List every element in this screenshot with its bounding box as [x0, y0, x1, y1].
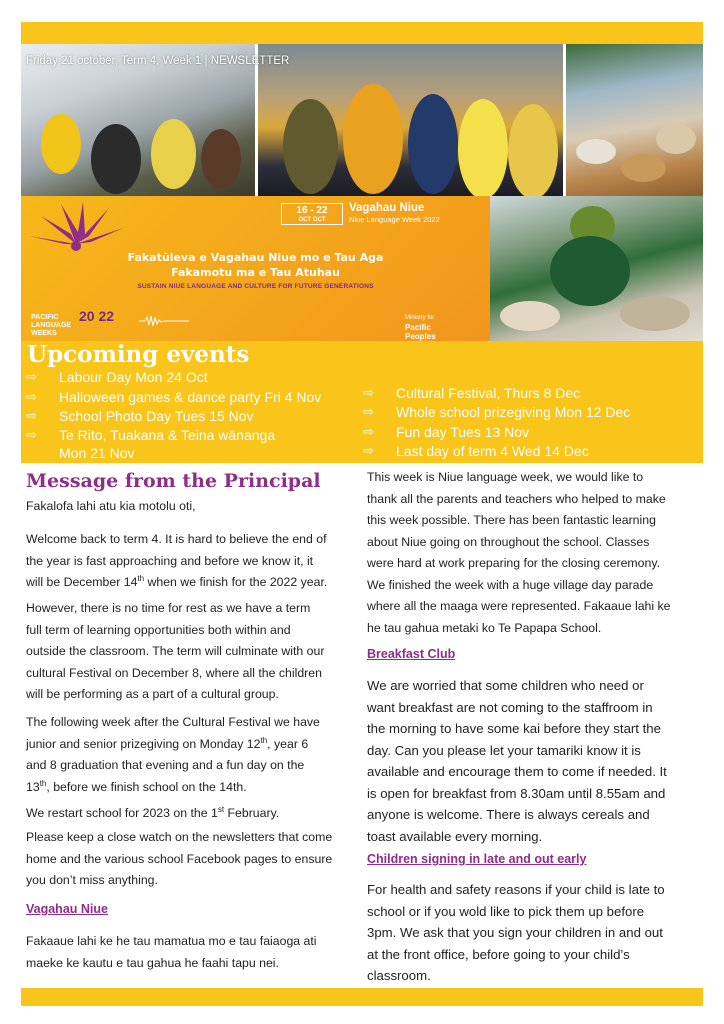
top-color-band: [21, 22, 703, 44]
principal-paragraph-5: Please keep a close watch on the newsletters that come home and the various school Facebook pages to ensure you don’t miss anything.: [26, 830, 333, 887]
arrow-right-icon: ⇨: [26, 389, 37, 404]
arrow-right-icon: ⇨: [26, 408, 37, 423]
banner-title: Vagahau Niue: [349, 202, 425, 214]
arrow-right-icon: ⇨: [363, 443, 374, 458]
vagahau-niue-paragraph: Fakaaue lahi ke he tau mamatua mo e tau faiaoga ati maeke ke kautu e tau gahua he faahi tapu nei.: [26, 934, 317, 970]
arrow-right-icon: ⇨: [363, 424, 374, 439]
bottom-color-band: [21, 988, 703, 1006]
children-photo: [258, 44, 563, 196]
sound-wave-icon: [139, 314, 189, 328]
banner-heading-line-1: Fakatūleva e Vagahau Niue mo e Tau Aga: [127, 251, 384, 264]
banner-subtitle: Niue Language Week 2022: [349, 215, 440, 224]
principal-paragraph-4: We restart school for 2023 on the 1st February.: [26, 804, 280, 820]
flower-graphic-icon: [21, 196, 131, 256]
arrow-right-icon: ⇨: [26, 369, 37, 384]
breakfast-club-heading: Breakfast Club: [367, 647, 456, 661]
late-signing-paragraph: For health and safety reasons if your child is late to school or if you wold like to pick them up before 3pm. We ask that you sign your children in and out at the front office, before going to your child’s classroom.: [367, 882, 665, 983]
banner-heading-line-2: Fakamotu ma e Tau Atuhau: [171, 266, 340, 279]
language-week-paragraph: This week is Niue language week, we would like to thank all the parents and teachers who helped to make this week possible. There has been fantastic learning about Niue going on throughout the school. Classes were hard at work preparing for the closing ceremony. We finished the week with a huge village day parade where all the maaga were represented. Fakaaue lahi ke he tau gahua metaki ko Te Papapa School.: [367, 470, 671, 635]
banner-dates: 16 - 22 OCT OCT: [281, 203, 343, 225]
upcoming-events-title: Upcoming events: [27, 341, 250, 368]
food-table-photo: [566, 44, 703, 196]
principal-paragraph-3: The following week after the Cultural Festival we have junior and senior prizegiving on Monday 12th, year 6 and 8 graduation that evening and a fun day on the 13th, before we finish school on the 14th.: [26, 715, 320, 794]
banner-tagline: SUSTAIN NIUE LANGUAGE AND CULTURE FOR FUTURE GENERATIONS: [137, 283, 374, 290]
arrow-right-icon: ⇨: [363, 385, 374, 400]
arrow-right-icon: ⇨: [363, 404, 374, 419]
village-day-photo: [490, 196, 703, 341]
newsletter-date-line: Friday 21 october, Term 4, Week 1 | NEWSLETTER: [26, 55, 290, 67]
principal-message-title: Message from the Principal: [26, 470, 321, 492]
principal-paragraph-1: Welcome back to term 4. It is hard to believe the end of the year is fast approaching and before we know it, it will be December 14th when we finish for the 2022 year.: [26, 532, 328, 589]
ministry-pacific-peoples-logo: Ministry for Pacific Peoples: [405, 315, 436, 341]
language-week-banner: [21, 196, 490, 341]
late-signing-heading: Children signing in late and out early: [367, 852, 587, 866]
breakfast-club-paragraph: We are worried that some children who need or want breakfast are not coming to the staffroom in the morning to have some kai before they start the day. Can you please let your tamariki know it is available and encourage them to come if needed. It is open for breakfast from 8.30am until 8.55am and anyone is welcome. There is always cereals and toast available every morning.: [367, 678, 667, 844]
pacific-weeks-year: 20 22: [79, 308, 115, 324]
arrow-right-icon: ⇨: [26, 427, 37, 442]
pacific-language-weeks-logo: PACIFIC LANGUAGE WEEKS: [31, 314, 72, 337]
upcoming-events-panel: Upcoming events ⇨ Labour Day Mon 24 Oct ⇨ Halloween games & dance party Fri 4 Nov ⇨ School Photo Day Tues 15 Nov ⇨ Te Rito, Tuakana & Teina wānanga Mon 21 Nov ⇨ Cultural Festival, Thurs 8 Dec ⇨ Whole school prizegiving Mon 12 Dec ⇨ Fun day Tues 13 Nov ⇨ Last day of term 4 Wed 14 Dec: [21, 341, 703, 463]
principal-paragraph-2: However, there is no time for rest as we have a term full term of learning opportunities both within and outside the classroom. The term will culminate with our cultural Festival on December 8, where all the children will be performing as a part of a cultural group.: [26, 601, 325, 701]
principal-greeting: Fakalofa lahi atu kia motolu oti,: [26, 499, 196, 513]
vagahau-niue-heading: Vagahau Niue: [26, 902, 108, 916]
